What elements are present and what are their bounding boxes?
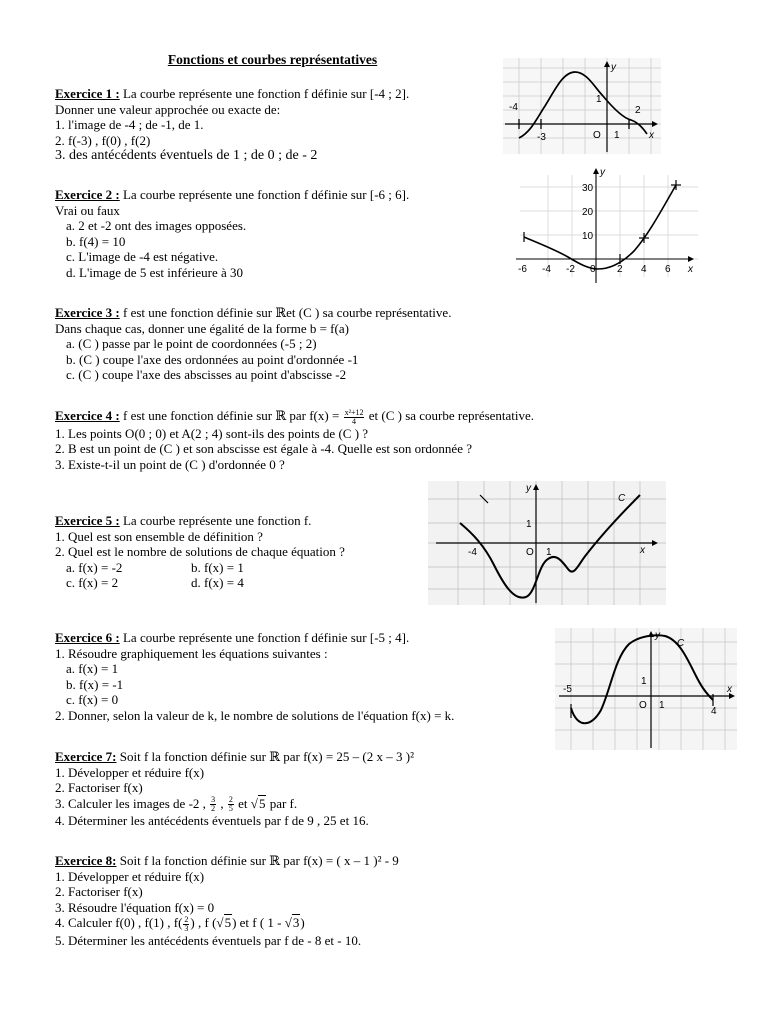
exercise-2-line: b. f(4) = 10 xyxy=(66,233,126,249)
exercise-2-statement: La courbe représente une fonction f définie sur [-6 ; 6]. xyxy=(119,187,410,202)
x-axis-label: x xyxy=(727,684,732,695)
fraction-numerator: 2 xyxy=(228,795,233,805)
exercise-2-line: d. L'image de 5 est inférieure à 30 xyxy=(66,264,244,280)
equation-b: b. f(x) = 1 xyxy=(191,559,244,575)
x-label-neg4: -4 xyxy=(542,264,551,275)
line-text: 3. Calculer les images de -2 , xyxy=(55,795,206,811)
exercise-3-heading: Exercice 3 : xyxy=(55,305,120,320)
x-label-1: 1 xyxy=(614,130,620,141)
square-root: 5 xyxy=(258,795,266,811)
exercise-7-line: 2. Factoriser f(x) xyxy=(55,780,143,795)
square-root: 5 xyxy=(224,915,232,930)
exercise-5 xyxy=(55,513,345,591)
x-label-4: 4 xyxy=(711,706,717,717)
y-axis-label: y xyxy=(655,630,660,641)
exercise-5-graph xyxy=(428,481,666,605)
exercise-8 xyxy=(55,853,399,948)
exercise-3-line: b. (C ) coupe l'axe des ordonnées au point d'ordonnée -1 xyxy=(66,351,359,367)
x-label-2: 2 xyxy=(617,264,623,275)
exercise-2-line: c. L'image de -4 est négative. xyxy=(66,249,219,264)
x-label-neg2: -2 xyxy=(566,264,575,275)
exercise-1 xyxy=(55,86,409,164)
fraction xyxy=(183,916,189,933)
exercise-6-line: c. f(x) = 0 xyxy=(66,692,119,707)
equation-d: d. f(x) = 4 xyxy=(191,575,244,590)
exercise-4-line: 3. Existe-t-il un point de (C ) d'ordonnée 0 ? xyxy=(55,456,285,472)
exercise-4-line: 2. B est un point de (C ) et son abscisse est égale à -4. Quelle est son ordonnée ? xyxy=(55,441,472,457)
page-title: Fonctions et courbes représentatives xyxy=(167,52,378,67)
exercise-1-line: 3. des antécédents éventuels de 1 ; de 0 ; de - 2 xyxy=(55,148,318,163)
exercise-5-heading: Exercice 5 : xyxy=(55,513,120,528)
fraction-denominator: 4 xyxy=(352,416,357,426)
line-text: ) xyxy=(300,915,305,930)
exercise-6 xyxy=(55,630,454,723)
exercise-1-line: 2. f(-3) , f(0) , f(2) xyxy=(55,132,151,148)
exercise-1-line: 1. l'image de -4 ; de -1, de 1. xyxy=(55,117,204,132)
exercise-6-line: a. f(x) = 1 xyxy=(66,661,119,676)
y-label-1: 1 xyxy=(641,676,647,687)
square-root: 3 xyxy=(292,915,300,930)
exercise-6-line: 2. Donner, selon la valeur de k, le nombre de solutions de l'équation f(x) = k. xyxy=(55,707,455,723)
x-axis-label: x xyxy=(640,545,645,556)
exercise-7-line: 3. Calculer les images de -2 , $\frac{3}{2}$ , $\frac{2}{5}$ et √5 par f. xyxy=(55,795,298,814)
exercise-3-line: c. (C ) coupe l'axe des abscisses au point d'abscisse -2 xyxy=(66,367,347,382)
x-axis-label: x xyxy=(688,264,693,275)
y-axis-label: y xyxy=(611,62,616,73)
exercise-2-graph xyxy=(498,165,698,287)
x-label-neg6: -6 xyxy=(518,264,527,275)
y-label-10: 10 xyxy=(582,231,594,242)
exercise-8-heading: Exercice 8: xyxy=(55,853,117,868)
x-label-0: 0 xyxy=(590,264,596,275)
exercise-8-line: 5. Déterminer les antécédents éventuels par f de - 8 et - 10. xyxy=(55,932,362,948)
line-text: ) , f ( xyxy=(190,915,217,930)
origin-label: O xyxy=(526,547,534,558)
exercise-7-line: 1. Développer et réduire f(x) xyxy=(55,764,205,780)
exercise-8-line: 4. Calculer f(0) , f(1) , f( $\frac{2}{3}$ ) , f (√5) et f ( 1 - √3) xyxy=(55,914,305,933)
exercise-4 xyxy=(55,408,534,472)
exercise-1-line: Donner une valeur approchée ou exacte de: xyxy=(55,101,281,117)
exercise-1-statement: La courbe représente une fonction f définie sur [-4 ; 2]. xyxy=(119,86,410,101)
fraction xyxy=(210,796,216,813)
equation-a: a. f(x) = -2 xyxy=(66,559,123,575)
line-text: 4. Calculer f(0) , f(1) , f( xyxy=(55,915,183,930)
exercise-7-line: 4. Déterminer les antécédents éventuels par f de 9 , 25 et 16. xyxy=(55,813,369,829)
fraction-numerator: x²+12 xyxy=(344,407,364,417)
exercise-8-line: 1. Développer et réduire f(x) xyxy=(55,868,205,884)
exercise-4-line: 1. Les points O(0 ; 0) et A(2 ; 4) sont-ils des points de (C ) ? xyxy=(55,425,369,441)
fraction-denominator: 3 xyxy=(184,923,189,933)
exercise-4-statement: f est une fonction définie sur ℝ par f(x) = xyxy=(119,408,343,423)
fraction xyxy=(344,409,365,426)
exercise-5-line: 2. Quel est le nombre de solutions de chaque équation ? xyxy=(55,544,345,559)
x-label-1: 1 xyxy=(659,700,665,711)
origin-label: O xyxy=(639,700,647,711)
y-label-1: 1 xyxy=(526,519,532,530)
exercise-6-line: 1. Résoudre graphiquement les équations suivantes : xyxy=(55,645,328,661)
origin-label: O xyxy=(593,130,601,141)
x-label-neg3: -3 xyxy=(537,132,546,143)
exercise-1-heading: Exercice 1 : xyxy=(55,86,120,101)
exercise-4-statement-end: et (C ) sa courbe représentative. xyxy=(365,408,535,423)
x-label-2: 2 xyxy=(635,105,641,116)
line-text: par f. xyxy=(266,795,298,811)
exercise-8-statement: Soit f la fonction définie sur ℝ par f(x) = ( x – 1 )² - 9 xyxy=(116,853,399,868)
equation-c: c. f(x) = 2 xyxy=(66,575,119,590)
exercise-2 xyxy=(55,187,409,280)
x-label-neg4: -4 xyxy=(509,102,518,113)
x-label-1: 1 xyxy=(546,547,552,558)
exercise-3-line: Dans chaque cas, donner une égalité de la forme b = f(a) xyxy=(55,320,349,336)
exercise-4-heading: Exercice 4 : xyxy=(55,408,120,423)
x-axis-label: x xyxy=(649,130,654,141)
exercise-8-line: 3. Résoudre l'équation f(x) = 0 xyxy=(55,899,215,915)
x-label-6: 6 xyxy=(665,264,671,275)
x-label-4: 4 xyxy=(641,264,647,275)
exercise-2-heading: Exercice 2 : xyxy=(55,187,120,202)
line-text: ) et f ( 1 - xyxy=(232,915,285,930)
x-label-neg4: -4 xyxy=(468,547,477,558)
exercise-7 xyxy=(55,749,414,829)
exercise-5-line: 1. Quel est son ensemble de définition ? xyxy=(55,528,263,544)
y-label-1: 1 xyxy=(596,94,602,105)
exercise-5-statement: La courbe représente une fonction f. xyxy=(119,513,312,528)
y-label-30: 30 xyxy=(582,183,594,194)
exercise-6-statement: La courbe représente une fonction f définie sur [-5 ; 4]. xyxy=(119,630,410,645)
line-text: et xyxy=(234,795,251,811)
y-label-20: 20 xyxy=(582,207,594,218)
exercise-6-heading: Exercice 6 : xyxy=(55,630,120,645)
curve-label: C xyxy=(618,493,626,504)
fraction-numerator: 3 xyxy=(211,795,216,805)
exercise-7-heading: Exercice 7: xyxy=(55,749,117,764)
exercise-6-line: b. f(x) = -1 xyxy=(66,676,124,692)
x-label-neg5: -5 xyxy=(563,684,572,695)
fraction-denominator: 2 xyxy=(211,804,216,814)
exercise-3 xyxy=(55,305,451,383)
exercise-3-statement: f est une fonction définie sur ℝet (C ) sa courbe représentative. xyxy=(119,305,452,320)
fraction-numerator: 2 xyxy=(184,914,189,924)
exercise-3-line: a. (C ) passe par le point de coordonnées (-5 ; 2) xyxy=(66,336,317,351)
curve xyxy=(524,185,676,269)
y-axis-label: y xyxy=(600,167,605,178)
exercise-2-line: Vrai ou faux xyxy=(55,202,120,218)
exercise-2-line: a. 2 et -2 ont des images opposées. xyxy=(66,218,247,233)
curve-label: C xyxy=(677,638,685,649)
exercise-7-statement: Soit f la fonction définie sur ℝ par f(x) = 25 – (2 x – 3 )² xyxy=(116,749,414,764)
y-axis-label: y xyxy=(526,483,531,494)
fraction-denominator: 5 xyxy=(228,804,233,814)
exercise-1-graph xyxy=(503,58,661,154)
exercise-6-graph xyxy=(555,628,737,750)
exercise-8-line: 2. Factoriser f(x) xyxy=(55,884,143,899)
fraction xyxy=(228,796,234,813)
